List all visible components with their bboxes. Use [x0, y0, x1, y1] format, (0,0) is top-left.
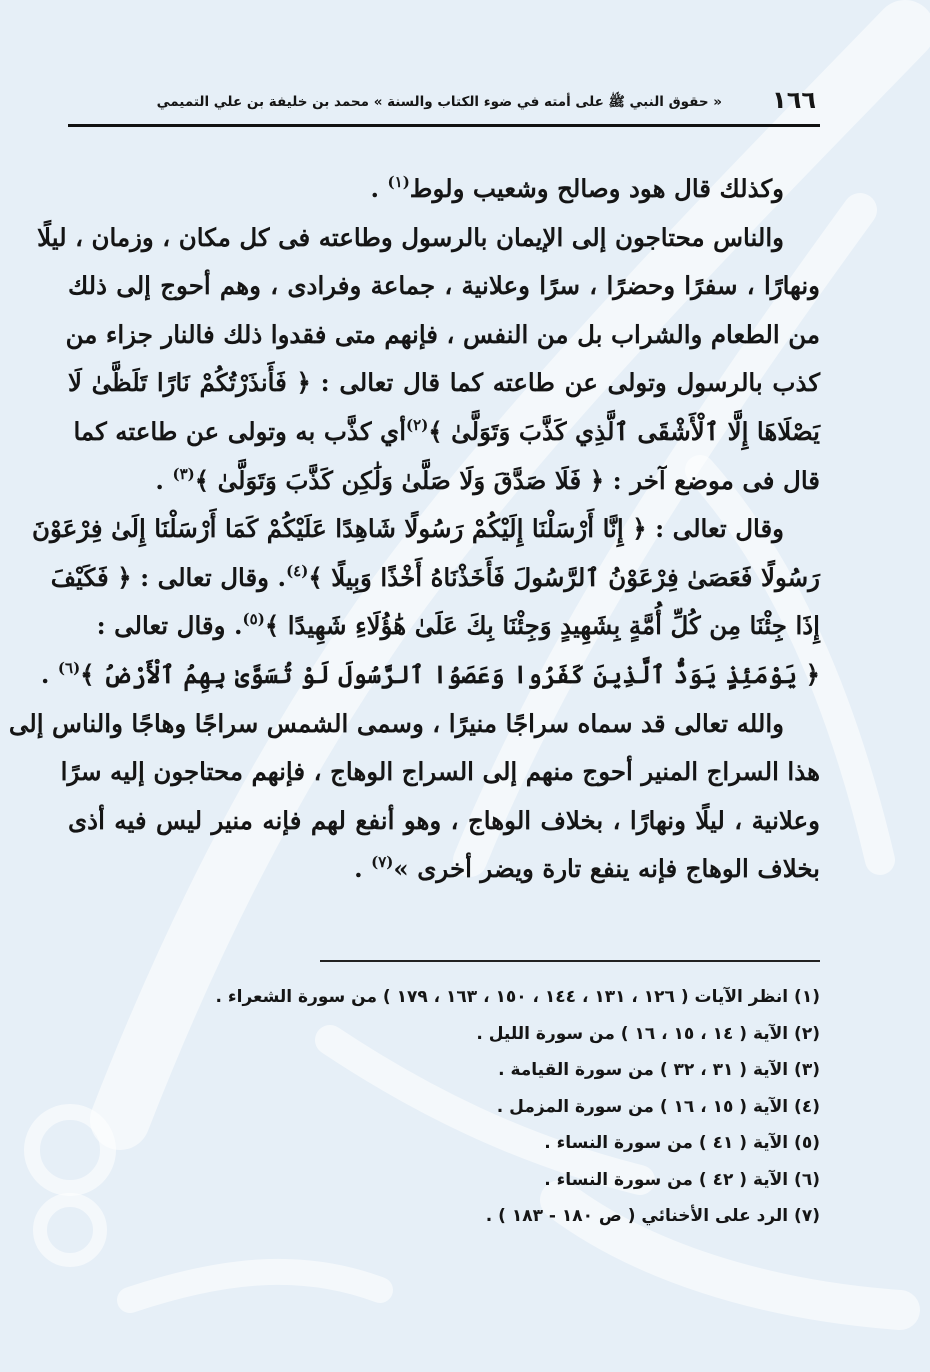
line-period: .: [354, 854, 363, 884]
footnote-item: (٣) الآية ( ٣١ ، ٣٢ ) من سورة القيامة .: [498, 1060, 820, 1080]
text-line: [68, 602, 820, 651]
text-line: والله تعالى قد سماه سراجًا منيرًا ، وسمى الشمس سراجًا وهاجًا والناس إلى: [8, 708, 784, 738]
footnote-ref: (٢): [406, 415, 429, 434]
text-line: من الطعام والشراب بل من النفس ، فإنهم متى فقدوا ذلك فالنار جزاء من: [65, 319, 820, 349]
page-number: ١٦٦: [772, 86, 816, 114]
line-text: وكذلك قال هود وصالح وشعيب ولوط: [409, 174, 784, 203]
footnote-item: (١) انظر الآيات ( ١٢٦ ، ١٣١ ، ١٤٤ ، ١٥٠ ، ١٦٣ ، ١٧٩ ) من سورة الشعراء .: [215, 987, 820, 1007]
line-text: . وقال تعالى :: [96, 611, 243, 641]
text-line: [40, 651, 820, 700]
line-text: أي كذَّب به وتولى عن طاعته كما: [73, 416, 407, 446]
quran-verse: يَصْلَاهَا إِلَّا ٱلْأَشْقَى ٱلَّذِي كَذَّبَ وَتَوَلَّىٰ ﴾: [428, 416, 820, 446]
line-text: قال فى موضع آخر : ﴿ فَلَا صَدَّقَ وَلَا صَلَّىٰ وَلَٰكِن كَذَّبَ وَتَوَلَّىٰ ﴾: [194, 465, 820, 495]
footnote-ref: (٦): [57, 658, 81, 677]
text-line: [68, 845, 820, 894]
line-period: .: [370, 174, 379, 203]
footnote-item: (٤) الآية ( ١٥ ، ١٦ ) من سورة المزمل .: [496, 1096, 820, 1117]
quran-verse: رَسُولًا فَعَصَىٰ فِرْعَوْنُ ٱلرَّسُولَ فَأَخَذْنَاهُ أَخْذًا وَبِيلًا ﴾: [308, 562, 820, 592]
main-text: [8, 165, 820, 894]
footnote-item: (٦) الآية ( ٤٢ ) من سورة النساء .: [544, 1169, 820, 1190]
text-line: [68, 457, 820, 506]
footnote-item: (٧) الرد على الأخنائي ( ص ١٨٠ - ١٨٣ ) .: [485, 1206, 820, 1226]
line-period: .: [40, 659, 50, 689]
footnotes: [68, 979, 820, 1235]
footnote-ref: (٤): [286, 561, 309, 580]
line-text: . وقال تعالى : ﴿ فَكَيْفَ: [50, 562, 287, 592]
text-line: ونهارًا ، سفرًا وحضرًا ، سرًا وعلانية ، جماعة وفرادى ، وهم أحوج إلى ذلك: [68, 271, 820, 301]
line-text: بخلاف الوهاج فإنه ينفع تارة ويضر أخرى »: [393, 854, 820, 884]
book-title: « حقوق النبي ﷺ على أمته في ضوء الكتاب والسنة » محمد بن خليفة بن علي التميمي: [156, 94, 722, 110]
footnote-separator: [320, 960, 820, 962]
footnote-item: (٢) الآية ( ١٤ ، ١٥ ، ١٦ ) من سورة الليل .: [476, 1023, 820, 1044]
text-line: كذب بالرسول وتولى عن طاعته كما قال تعالى : ﴿ فَأَنذَرْتُكُمْ نَارًا تَلَظَّىٰ لَا: [68, 368, 820, 398]
text-line: [50, 554, 820, 603]
text-line: وقال تعالى : ﴿ إِنَّا أَرْسَلْنَا إِلَيْكُمْ رَسُولًا شَاهِدًا عَلَيْكُمْ كَمَا أَرْسَلْنَا إِلَىٰ فِرْعَوْنَ: [32, 514, 784, 544]
footnote-ref: (٧): [371, 853, 394, 872]
text-line: هذا السراج المنير أحوج منهم إلى السراج الوهاج ، فإنهم محتاجون إليه سرًا: [60, 757, 820, 787]
running-header: [68, 84, 820, 127]
footnote-ref: (٥): [242, 610, 265, 629]
text-line: [68, 408, 820, 457]
text-line: وعلانية ، ليلًا ونهارًا ، بخلاف الوهاج ، وهو أنفع لهم فإنه منير ليس فيه أذى: [68, 805, 820, 835]
footnote-ref: (١): [387, 173, 410, 191]
line-period: .: [155, 465, 164, 495]
text-line: [68, 165, 820, 214]
footnote-item: (٥) الآية ( ٤١ ) من سورة النساء .: [544, 1133, 820, 1153]
text-line: والناس محتاجون إلى الإيمان بالرسول وطاعته فى كل مكان ، وزمان ، ليلًا: [37, 222, 784, 252]
quran-verse: إِذَا جِئْنَا مِن كُلِّ أُمَّةٍ بِشَهِيدٍ وَجِئْنَا بِكَ عَلَىٰ هَٰؤُلَاءِ شَهِيدًا ﴾: [264, 611, 820, 641]
quran-verse: ﴿ يَوْمَئِذٍ يَوَدُّ ٱلَّذِينَ كَفَرُوا وَعَصَوُا ٱلرَّسُولَ لَوْ تُسَوَّىٰ بِهِمُ ٱلْأَرْضُ ﴾: [80, 659, 820, 689]
footnote-ref: (٣): [172, 464, 195, 483]
